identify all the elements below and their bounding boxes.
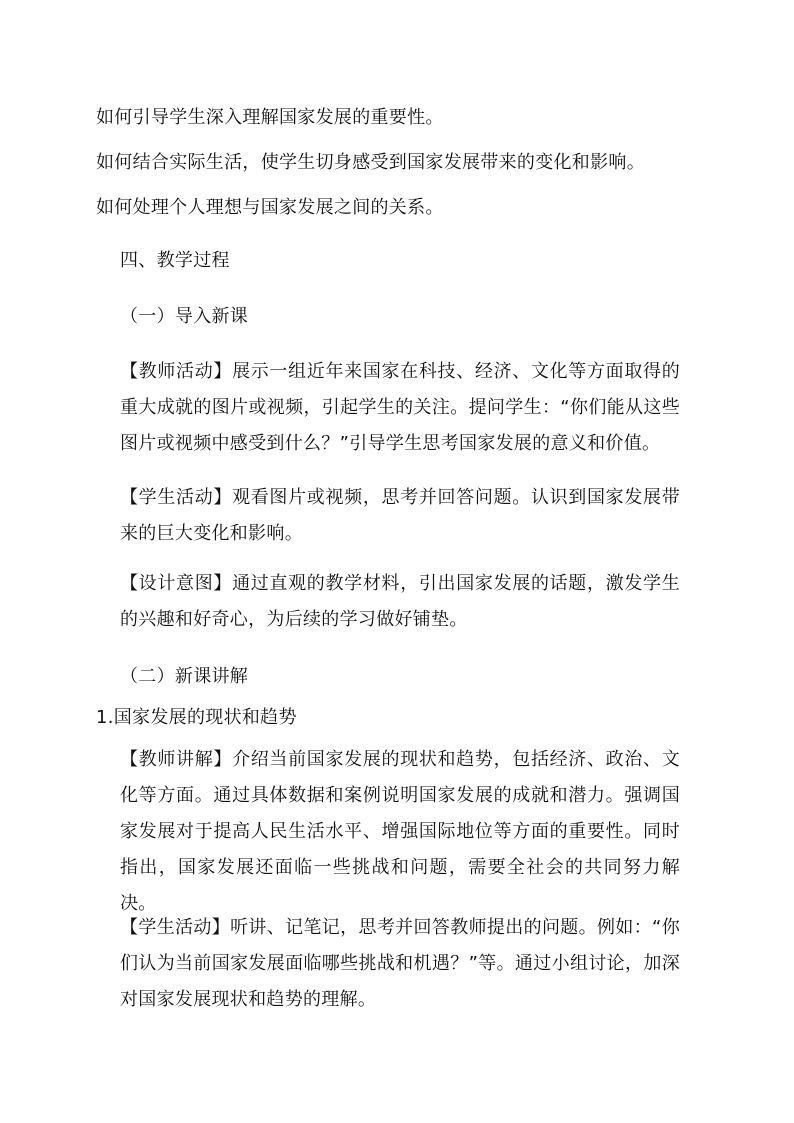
item-1-student-paragraph: 【学生活动】听讲、记笔记，思考并回答教师提出的问题。例如：“你们认为当前国家发展面临哪些挑战和机遇？”等。通过小组讨论，加深对国家发展现状和趋势的理解。 [120,917,680,1010]
intro-line-1: 如何引导学生深入理解国家发展的重要性。 [96,107,444,128]
intro-teacher-paragraph: 【教师活动】展示一组近年来国家在科技、经济、文化等方面取得的重大成就的图片或视频，引起学生的关注。提问学生：“你们能从这些图片或视频中感受到什么？”引导学生思考国家发展的意义和价值。 [120,361,680,454]
intro-line-3: 如何处理个人理想与国家发展之间的关系。 [96,197,444,218]
intro-line-2: 如何结合实际生活，使学生切身感受到国家发展带来的变化和影响。 [96,152,645,173]
subsection-heading-2: （二）新课讲解 [120,666,249,687]
item-1-teacher-paragraph: 【教师讲解】介绍当前国家发展的现状和趋势，包括经济、政治、文化等方面。通过具体数据和案例说明国家发展的成就和潜力。强调国家发展对于提高人民生活水平、增强国际地位等方面的重要性。同时指出，国家发展还面临一些挑战和问题，需要全社会的共同努力解决。 [120,749,680,914]
intro-student-paragraph: 【学生活动】观看图片或视频，思考并回答问题。认识到国家发展带来的巨大变化和影响。 [120,487,680,544]
subsection-heading-1: （一）导入新课 [120,306,249,327]
item-1-title: 1.国家发展的现状和趋势 [96,707,297,728]
intro-design-paragraph: 【设计意图】通过直观的教学材料，引出国家发展的话题，激发学生的兴趣和好奇心，为后续的学习做好铺垫。 [120,573,680,630]
section-heading: 四、教学过程 [120,250,230,271]
